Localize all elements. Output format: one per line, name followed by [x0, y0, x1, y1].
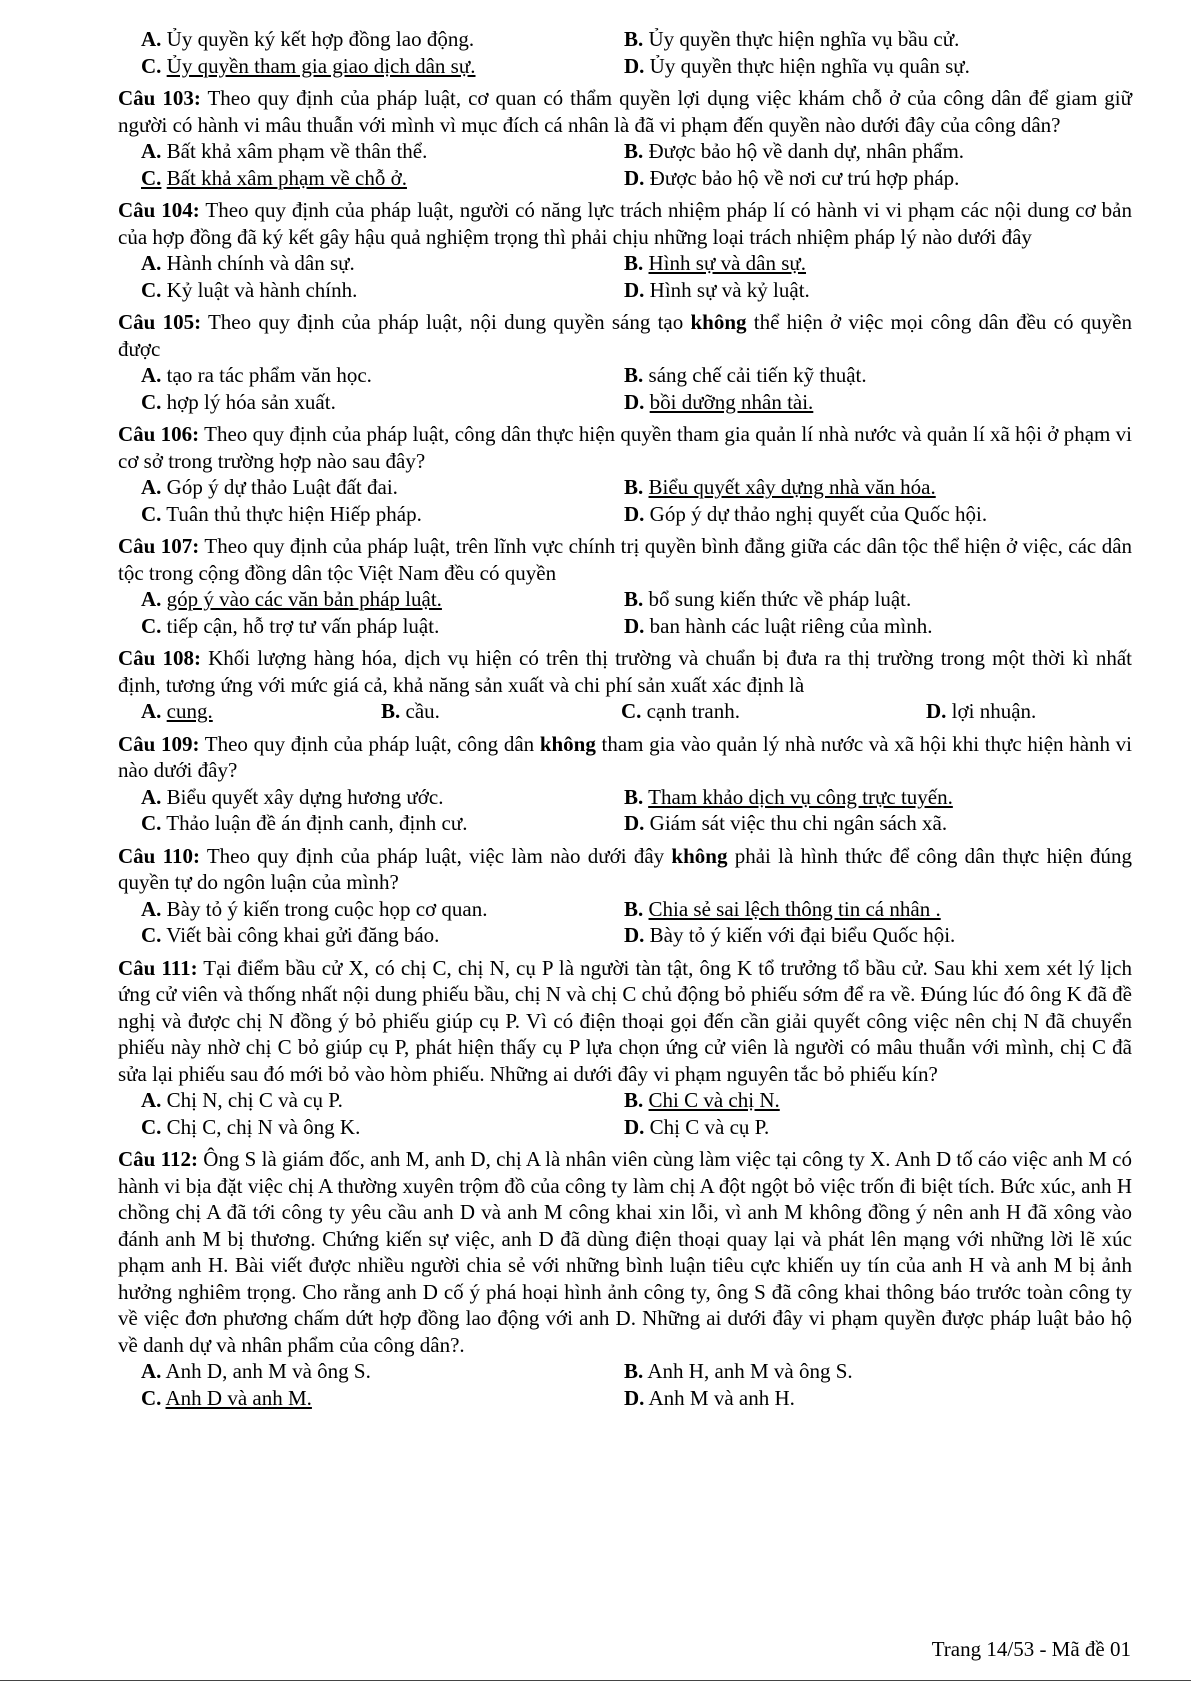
question-stem	[118, 533, 1132, 586]
question-text: Ông S là giám đốc, anh M, anh D, chị A là nhân viên cùng làm việc tại công ty X. Anh D tố cáo việc anh M có hành vi bịa đặt việc chị A thường xuyên trộm đồ của công ty làm chị A đột ngột bỏ việc trốn đi biệt tích. Bức xúc, anh H chồng chị A đã tới công ty yêu cầu anh D và anh M công khai xin lỗi, vì anh M không đồng ý nên anh H đã xông vào đánh anh M bị thương. Chứng kiến sự việc, anh D đã dùng điện thoại quay lại và phát lên mạng với những lời lẽ xúc phạm anh H. Bài viết được nhiều người chia sẻ với những bình luận tiêu cực khiến uy tín của anh H và anh M bị ảnh hưởng nghiêm trọng. Cho rằng anh D cố ý phá hoại hình ảnh công ty, ông S đã công khai thông báo trước toàn công ty về việc đơn phương chấm dứt hợp đồng lao động với anh D. Những ai dưới đây vi phạm quyền được pháp luật bảo hộ về danh dự và nhân phẩm của công dân?.	[118, 1147, 1133, 1357]
option-label: D.	[624, 389, 645, 414]
option-label: D.	[624, 1114, 645, 1139]
answer-option[interactable]	[141, 389, 624, 416]
answer-option[interactable]	[141, 362, 624, 389]
option-text: ban hành các luật riêng của mình.	[649, 613, 933, 638]
question-text: Theo quy định của pháp luật, việc làm nào dưới đây	[206, 843, 672, 868]
option-label: B.	[624, 1359, 644, 1383]
option-label: C.	[141, 1385, 162, 1410]
option-label: A.	[141, 784, 162, 809]
answer-option[interactable]	[624, 896, 1132, 923]
top-options	[118, 26, 1132, 79]
option-text: tiếp cận, hỗ trợ tư vấn pháp luật.	[166, 613, 440, 638]
option-text: cung.	[166, 699, 213, 723]
answer-option[interactable]	[141, 613, 624, 640]
answer-options	[118, 1358, 1132, 1411]
option-text: Được bảo hộ về nơi cư trú hợp pháp.	[649, 165, 960, 190]
option-label: C.	[141, 923, 162, 947]
question-number: Câu 109:	[118, 731, 200, 756]
answer-option[interactable]	[624, 165, 1132, 192]
option-label: A.	[141, 27, 162, 51]
answer-option[interactable]	[624, 613, 1132, 640]
option-label: D.	[624, 923, 645, 947]
answer-option[interactable]	[141, 784, 624, 811]
option-label: A.	[141, 251, 162, 275]
question-text: phải là hình thức để công dân thực hiện đúng quyền tự do ngôn luận của mình?	[118, 843, 1132, 894]
answer-option[interactable]	[141, 474, 624, 501]
question-block	[118, 303, 1132, 415]
answer-option[interactable]	[624, 586, 1132, 613]
answer-option[interactable]	[141, 698, 381, 725]
page-footer: Trang 14/53 - Mã đề 01	[931, 1637, 1131, 1661]
question-number: Câu 110:	[118, 843, 200, 868]
question-text: tham gia vào quản lý nhà nước và xã hội khi thực hiện hành vi nào dưới đây?	[118, 731, 1133, 782]
option-text: Chị C và cụ P.	[649, 1114, 770, 1139]
option-label: B.	[624, 896, 644, 921]
question-stem	[118, 421, 1132, 474]
option-text: Chi C và chị N.	[648, 1088, 780, 1112]
answer-option[interactable]	[381, 698, 621, 725]
question-stem	[118, 955, 1132, 1088]
answer-options	[118, 784, 1132, 837]
question-stem	[118, 197, 1132, 250]
option-label: C.	[141, 501, 162, 526]
option-text: cầu.	[405, 699, 440, 723]
emphasis-text: không	[539, 731, 596, 756]
question-number: Câu 111:	[118, 955, 198, 980]
answer-option[interactable]	[141, 26, 624, 53]
answer-option[interactable]	[624, 362, 1132, 389]
option-label: C.	[141, 811, 162, 835]
answer-option[interactable]	[141, 53, 624, 80]
question-number: Câu 105:	[118, 310, 202, 334]
question-number: Câu 107:	[118, 534, 200, 558]
option-label: C.	[141, 389, 162, 414]
option-label: B.	[624, 251, 644, 275]
question-text: Tại điểm bầu cử X, có chị C, chị N, cụ P là người tàn tật, ông K tổ trưởng tổ bầu cử. Sau khi xem xét lý lịch ứng cử viên và thống nhất nội dung phiếu bầu, chị N và chị C chủ động bỏ phiếu sớm để ra về. Đúng lúc đó ông K đã đề nghị và được chị N đồng ý bỏ phiếu giúp cụ P. Vì có điện thoại gọi đến cần giải quyết công việc nên chị N đã chuyển phiếu này nhờ chị C bỏ giúp cụ P, phát hiện thấy cụ P lựa chọn ứng cử viên là người có mâu thuẫn với mình, chị C đã sửa lại phiếu sau đó mới bỏ vào hòm phiếu. Những ai dưới đây vi phạm nguyên tắc bỏ phiếu kín?	[118, 955, 1132, 1086]
option-label: D.	[624, 613, 645, 638]
answer-options	[118, 362, 1132, 415]
answer-option[interactable]	[621, 698, 926, 725]
answer-option[interactable]	[624, 810, 1132, 837]
answer-option[interactable]	[141, 250, 624, 277]
option-text: Tuân thủ thực hiện Hiếp pháp.	[166, 501, 422, 526]
option-text: Hành chính và dân sự.	[166, 251, 355, 275]
option-label: B.	[624, 363, 644, 387]
option-text: Tham khảo dịch vụ công trực tuyến.	[648, 784, 953, 809]
option-label: B.	[624, 587, 644, 611]
answer-option[interactable]	[141, 1087, 624, 1114]
emphasis-text: không	[690, 310, 747, 334]
option-label: A.	[141, 1359, 162, 1383]
answer-option[interactable]	[141, 165, 624, 192]
option-label: C.	[141, 53, 162, 78]
option-label: C.	[141, 613, 162, 638]
option-text: Ủy quyền tham gia giao dịch dân sự.	[166, 53, 476, 78]
answer-option[interactable]	[624, 250, 1132, 277]
answer-options	[118, 896, 1132, 949]
question-stem	[118, 645, 1132, 698]
option-text: cạnh tranh.	[646, 699, 740, 723]
answer-option[interactable]	[624, 922, 1132, 949]
answer-options	[118, 474, 1132, 527]
answer-option[interactable]	[141, 922, 624, 949]
option-label: D.	[624, 501, 645, 526]
question-text: Theo quy định của pháp luật, cơ quan có thẩm quyền lợi dụng việc khám chỗ ở của công dân để giam giữ người có hành vi mâu thuẫn với mình vì mục đích cá nhân là đã vi phạm đến quyền nào dưới đây của công dân?	[118, 86, 1133, 137]
answer-option[interactable]	[624, 138, 1132, 165]
answer-option[interactable]	[141, 1385, 624, 1412]
option-text: tạo ra tác phẩm văn học.	[166, 363, 372, 387]
answer-option[interactable]	[624, 26, 1132, 53]
option-text: Biểu quyết xây dựng nhà văn hóa.	[648, 475, 936, 499]
option-text: Anh D, anh M và ông S.	[165, 1359, 371, 1383]
option-text: Góp ý dự thảo nghị quyết của Quốc hội.	[649, 501, 988, 526]
option-text: bổ sung kiến thức về pháp luật.	[648, 587, 912, 611]
answer-option[interactable]	[624, 277, 1132, 304]
option-label: A.	[141, 139, 162, 163]
question-text: Theo quy định của pháp luật, người có năng lực trách nhiệm pháp lí có hành vi vi phạm các nội dung cơ bản của hợp đồng đã ký kết gây hậu quả nghiệm trọng thì phải chịu những loại trách nhiệm pháp lý nào dưới đây	[118, 198, 1132, 249]
answer-option[interactable]	[141, 501, 624, 528]
option-text: Viết bài công khai gửi đăng báo.	[166, 923, 440, 947]
answer-option[interactable]	[624, 1114, 1132, 1141]
answer-options	[118, 586, 1132, 639]
question-block	[118, 639, 1132, 725]
question-number: Câu 104:	[118, 198, 200, 222]
answer-option[interactable]	[141, 896, 624, 923]
option-label: D.	[624, 811, 645, 835]
option-label: D.	[624, 165, 645, 190]
answer-option[interactable]	[624, 784, 1132, 811]
question-block	[118, 949, 1132, 1141]
question-stem	[118, 843, 1132, 896]
question-text: Theo quy định của pháp luật, trên lĩnh vực chính trị quyền bình đẳng giữa các dân tộc thể hiện ở việc, các dân tộc trong cộng đồng dân tộc Việt Nam đều có quyền	[118, 534, 1133, 585]
option-text: hợp lý hóa sản xuất.	[166, 389, 336, 414]
option-label: D.	[624, 277, 645, 302]
question-stem	[118, 85, 1132, 138]
option-text: Chia sẻ sai lệch thông tin cá nhân .	[648, 896, 941, 921]
answer-option[interactable]	[624, 474, 1132, 501]
answer-option[interactable]	[141, 138, 624, 165]
question-block	[118, 527, 1132, 639]
question-list	[118, 79, 1132, 1411]
option-text: Ủy quyền ký kết hợp đồng lao động.	[166, 27, 475, 51]
question-block	[118, 415, 1132, 527]
option-text: Hình sự và kỷ luật.	[649, 277, 810, 302]
option-label: A.	[141, 587, 162, 611]
option-text: Anh M và anh H.	[648, 1385, 795, 1410]
option-label: B.	[624, 139, 644, 163]
answer-option[interactable]	[624, 1358, 1132, 1385]
question-text: Theo quy định của pháp luật, công dân thực hiện quyền tham gia quản lí nhà nước và quản lí xã hội ở phạm vi cơ sở trong trường hợp nào sau đây?	[118, 422, 1133, 473]
option-text: Chị C, chị N và ông K.	[166, 1114, 361, 1139]
option-text: Thảo luận đề án định canh, định cư.	[166, 811, 468, 835]
question-number: Câu 108:	[118, 646, 201, 670]
answer-option[interactable]	[624, 1385, 1132, 1412]
answer-option[interactable]	[926, 698, 1132, 725]
option-text: Kỷ luật và hành chính.	[166, 277, 358, 302]
answer-option[interactable]	[624, 389, 1132, 416]
question-text: thể hiện ở việc mọi công dân đều có quyền được	[118, 310, 1132, 361]
question-block	[118, 725, 1132, 837]
option-label: C.	[621, 699, 642, 723]
option-label: C.	[141, 1114, 162, 1139]
answer-options	[118, 138, 1132, 191]
question-stem	[118, 1146, 1132, 1358]
question-block	[118, 191, 1132, 303]
question-stem	[118, 309, 1132, 362]
answer-options	[118, 1087, 1132, 1140]
option-label: B.	[624, 1088, 644, 1112]
answer-option[interactable]	[141, 810, 624, 837]
option-text: Giám sát việc thu chi ngân sách xã.	[649, 811, 948, 835]
question-number: Câu 103:	[118, 86, 201, 110]
emphasis-text: không	[671, 843, 728, 868]
option-label: B.	[624, 27, 644, 51]
option-label: C.	[141, 277, 162, 302]
option-text: Ủy quyền thực hiện nghĩa vụ quân sự.	[649, 53, 970, 78]
option-text: sáng chế cải tiến kỹ thuật.	[648, 363, 867, 387]
question-block	[118, 79, 1132, 191]
option-text: Chị N, chị C và cụ P.	[166, 1088, 343, 1112]
answer-option[interactable]	[624, 1087, 1132, 1114]
question-number: Câu 112:	[118, 1147, 198, 1171]
answer-option[interactable]	[141, 586, 624, 613]
answer-option[interactable]	[141, 1358, 624, 1385]
answer-option[interactable]	[141, 277, 624, 304]
question-stem	[118, 731, 1132, 784]
exam-page	[118, 26, 1132, 1411]
option-text: Bày tỏ ý kiến trong cuộc họp cơ quan.	[166, 896, 488, 921]
question-text: Khối lượng hàng hóa, dịch vụ hiện có trên thị trường và chuẩn bị đưa ra thị trường trong một thời kì nhất định, tương ứng với mức giá cả, khả năng sản xuất và chi phí sản xuất xác định là	[118, 646, 1132, 697]
answer-option[interactable]	[624, 501, 1132, 528]
option-label: A.	[141, 475, 162, 499]
question-text: Theo quy định của pháp luật, nội dung quyền sáng tạo	[207, 310, 691, 334]
option-label: A.	[141, 363, 162, 387]
answer-options	[118, 250, 1132, 303]
option-text: Góp ý dự thảo Luật đất đai.	[166, 475, 398, 499]
answer-option[interactable]	[624, 53, 1132, 80]
option-text: Bất khả xâm phạm về chỗ ở.	[166, 165, 407, 190]
option-label: B.	[624, 475, 644, 499]
option-label: D.	[926, 699, 947, 723]
option-label: A.	[141, 699, 162, 723]
option-text: Hình sự và dân sự.	[648, 251, 807, 275]
option-label: A.	[141, 1088, 162, 1112]
option-text: Biểu quyết xây dựng hương ước.	[166, 784, 444, 809]
option-label: D.	[624, 53, 645, 78]
option-label: A.	[141, 896, 162, 921]
option-text: Anh H, anh M và ông S.	[647, 1359, 853, 1383]
option-label: D.	[624, 1385, 645, 1410]
question-text: Theo quy định của pháp luật, công dân	[204, 731, 540, 756]
option-text: Anh D và anh M.	[165, 1385, 312, 1410]
answer-options	[118, 698, 1132, 725]
option-text: Được bảo hộ về danh dự, nhân phẩm.	[648, 139, 965, 163]
bottom-rule	[0, 1680, 1191, 1681]
option-label: B.	[381, 699, 401, 723]
option-text: Ủy quyền thực hiện nghĩa vụ bầu cử.	[648, 27, 960, 51]
option-label: B.	[624, 784, 644, 809]
question-number: Câu 106:	[118, 422, 200, 446]
question-block	[118, 1140, 1132, 1411]
option-text: lợi nhuận.	[951, 699, 1037, 723]
option-label: C.	[141, 165, 162, 190]
option-text: bồi dưỡng nhân tài.	[649, 389, 814, 414]
option-text: Bày tỏ ý kiến với đại biểu Quốc hội.	[649, 923, 956, 947]
option-text: góp ý vào các văn bản pháp luật.	[166, 587, 442, 611]
option-text: Bất khả xâm phạm về thân thể.	[166, 139, 428, 163]
answer-option[interactable]	[141, 1114, 624, 1141]
question-block	[118, 837, 1132, 949]
